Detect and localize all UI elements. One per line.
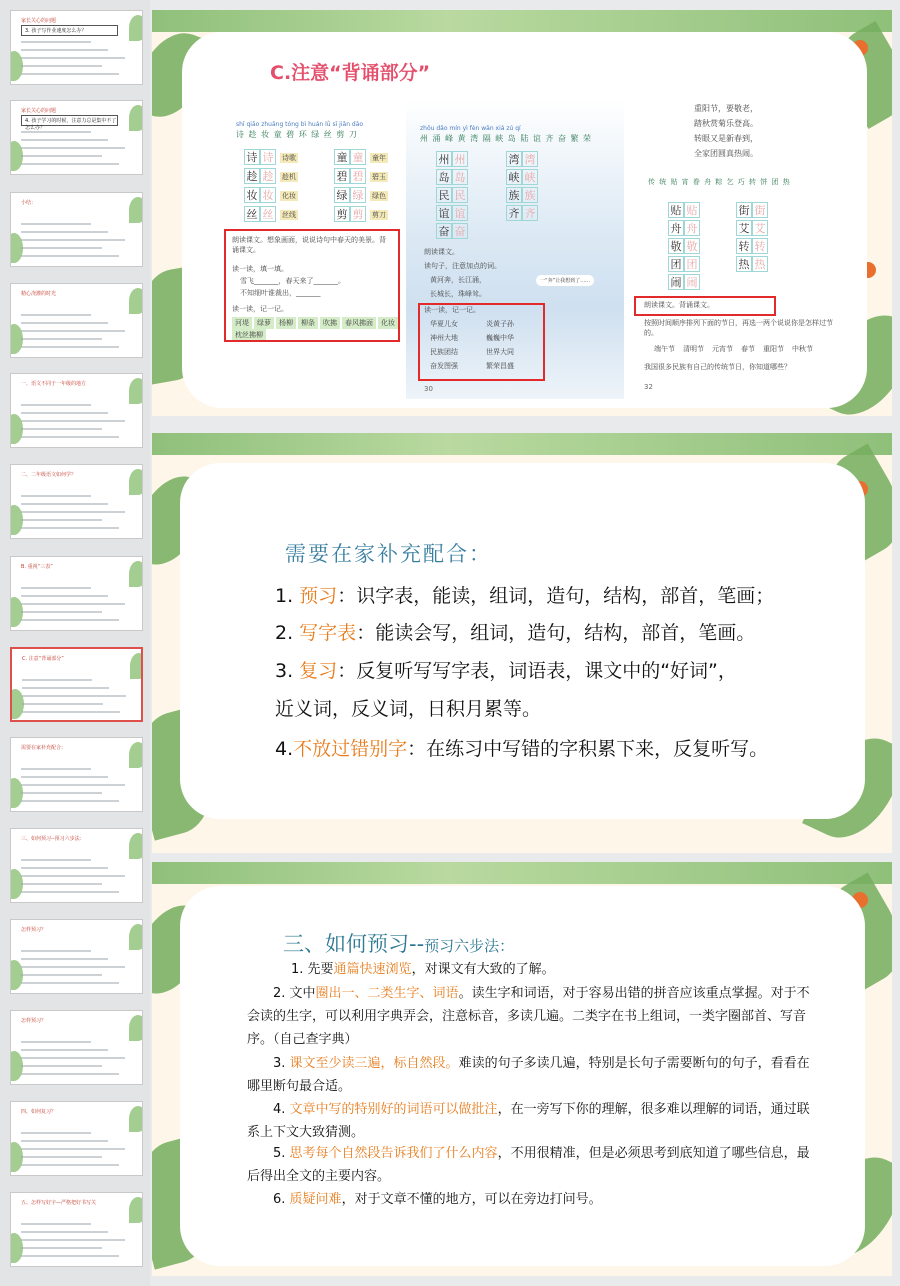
- thumbnail-text-line: [21, 1057, 125, 1059]
- thumbnail-text-line: [21, 139, 108, 141]
- grid-word: 丝线: [282, 211, 296, 219]
- vocab-word: 民族团结: [430, 348, 458, 356]
- list-item: [275, 694, 541, 721]
- slide-top-border: [152, 862, 892, 884]
- grid-character-trace: 团: [684, 256, 700, 272]
- step-text: 4.: [273, 1102, 290, 1117]
- thumbnail-text-line: [21, 974, 102, 976]
- character-row: 诗 趁 妆 童 碧 环 绿 丝 剪 刀: [236, 130, 358, 139]
- textbook-page-3: [624, 99, 852, 399]
- step-paragraph: [247, 1142, 817, 1188]
- thumbnail-text-line: [21, 255, 119, 257]
- item-number: 2.: [275, 622, 300, 644]
- exercise-question: 读一读，记一记。: [232, 305, 288, 313]
- slide-thumbnail[interactable]: [10, 373, 143, 448]
- thumbnail-text-line: [21, 131, 91, 133]
- item-keyword: 不放过错别字: [293, 738, 408, 760]
- thumbnail-text-line: [21, 891, 119, 893]
- step-highlight: 通篇快速浏览: [333, 962, 412, 977]
- step-text: 。读生字和词语，对于容易出错的拼音应该重点掌握。对于不会读的生字，可以利用字典弄会，注意标音，多读几遍。二类字在书上组词，一类字圈部首、写音序。（自己查字典）: [247, 986, 810, 1047]
- festival-name: 清明节: [683, 345, 704, 353]
- grid-character-trace: 碧: [350, 168, 366, 184]
- poem-line: 踏秋赏菊乐登高。: [694, 119, 758, 128]
- thumbnail-text-line: [21, 495, 91, 497]
- thumbnail-text-line: [21, 1041, 91, 1043]
- thumbnail-text-line: [21, 41, 91, 43]
- exercise-question: 读一读，填一填。: [232, 265, 288, 273]
- step-highlight: 思考每个自然段告诉我们了什么内容: [289, 1146, 498, 1161]
- leaf-decoration: [129, 469, 143, 495]
- grid-character-trace: 州: [452, 151, 468, 167]
- thumbnail-title: 二、二年级语文如何学？: [21, 472, 77, 478]
- thumbnail-text-line: [21, 1065, 102, 1067]
- vocab-word: 华夏儿女: [430, 320, 458, 328]
- exercise-line: 雪飞_______，春天来了_______。: [240, 277, 345, 285]
- thumbnail-text-line: [21, 958, 108, 960]
- thumbnail-title: 精心浇灌的时光: [21, 291, 57, 297]
- grid-word: 化妆: [282, 192, 296, 200]
- leaf-decoration: [129, 15, 143, 41]
- vocab-word: 繁荣昌盛: [486, 362, 514, 370]
- leaf-decoration: [129, 833, 143, 859]
- grid-character: 奋: [436, 223, 452, 239]
- highlight-box: [224, 229, 400, 342]
- exercise-question: 我国很多民族有自己的传统节日，你知道哪些？: [644, 363, 791, 371]
- leaf-decoration: [129, 924, 143, 950]
- grid-character: 转: [736, 238, 752, 254]
- item-keyword: 写字表: [299, 622, 357, 644]
- thumbnail-title: 小结：: [21, 200, 37, 206]
- slide-title: C.注意“背诵部分”: [270, 62, 431, 84]
- thumbnail-text-line: [21, 784, 125, 786]
- thumbnail-text-line: [21, 792, 102, 794]
- thumbnail-text-line: [21, 65, 102, 67]
- grid-character-trace: 奋: [452, 223, 468, 239]
- thumbnail-title: B. 重视“三表”: [21, 564, 53, 570]
- slide-top-border: [152, 433, 892, 455]
- character-row: 传 统 贴 宵 眷 舟 粽 乞 巧 转 饼 团 热: [648, 178, 791, 186]
- grid-character: 湾: [506, 151, 522, 167]
- leaf-decoration: [129, 1197, 143, 1223]
- leaf-decoration: [129, 561, 143, 587]
- thumbnail-text-line: [21, 1073, 119, 1075]
- thumbnail-text-line: [22, 687, 109, 689]
- step-paragraph: [247, 958, 817, 981]
- grid-character-trace: 艾: [752, 220, 768, 236]
- grid-character: 丝: [244, 206, 260, 222]
- grid-character: 舟: [668, 220, 684, 236]
- grid-character-trace: 族: [522, 187, 538, 203]
- grid-character: 团: [668, 256, 684, 272]
- step-text: ，对课文有大致的了解。: [411, 962, 555, 977]
- grid-character: 街: [736, 202, 752, 218]
- exercise-line: 不知细叶谁裁出，_______: [240, 289, 321, 297]
- thumbnail-text-line: [21, 776, 108, 778]
- leaf-decoration: [129, 1106, 143, 1132]
- thumbnail-question-text: 3. 孩子写作业速度怎么办？: [25, 28, 87, 34]
- item-keyword: 复习: [299, 660, 338, 682]
- word-tag: 化妆: [378, 317, 398, 329]
- thumbnail-title: 怎样预习？: [21, 927, 47, 933]
- vocab-word: 神州大地: [430, 334, 458, 342]
- thumbnail-text-line: [21, 1164, 119, 1166]
- exercise-question: 朗读课文。想象画面，说说诗句中春天的美景。背诵课文。: [232, 236, 386, 254]
- grid-character-trace: 湾: [522, 151, 538, 167]
- item-text: ：能读会写，组词，造句，结构，部首，笔画。: [356, 622, 756, 644]
- slide-thumbnail[interactable]: [10, 1010, 143, 1085]
- thumbnail-text-line: [21, 1247, 102, 1249]
- grid-character: 诗: [244, 149, 260, 165]
- grid-character: 闹: [668, 274, 684, 290]
- word-tag: 吹拂: [320, 317, 340, 329]
- thumbnail-text-line: [21, 49, 108, 51]
- grid-character: 谊: [436, 205, 452, 221]
- grid-character-trace: 妆: [260, 187, 276, 203]
- item-text: ：识字表，能读，组词，造句，结构，部首，笔画；: [337, 585, 775, 607]
- heading-main: 三、如何预习--: [283, 932, 425, 956]
- grid-word: 童年: [372, 154, 386, 162]
- step-text: 3.: [273, 1056, 290, 1071]
- festival-list: [654, 344, 821, 354]
- grid-character-trace: 民: [452, 187, 468, 203]
- festival-name: 元宵节: [712, 345, 733, 353]
- grid-character: 剪: [334, 206, 350, 222]
- grid-character-trace: 趁: [260, 168, 276, 184]
- pinyin-row: shī qiāo zhuāng tóng bì huán lǜ sī jiǎn dāo: [236, 121, 364, 128]
- grid-word: 绿色: [372, 192, 386, 200]
- step-paragraph: [247, 1188, 817, 1211]
- exercise-line: 黄河奔，长江涌，: [430, 276, 486, 284]
- grid-character: 峡: [506, 169, 522, 185]
- vocab-word: 世界大同: [486, 348, 514, 356]
- slide-thumbnail[interactable]: [10, 283, 143, 358]
- grid-character: 绿: [334, 187, 350, 203]
- leaf-decoration: [129, 105, 143, 131]
- grid-character: 妆: [244, 187, 260, 203]
- thumbnail-text-line: [21, 412, 108, 414]
- list-item: [275, 618, 755, 645]
- word-tag: 杨柳: [276, 317, 296, 329]
- slide-thumbnail-rail: [0, 0, 150, 1286]
- grid-character-trace: 转: [752, 238, 768, 254]
- step-highlight: 文章中写的特别好的词语可以做批注: [289, 1102, 498, 1117]
- slide-thumbnail[interactable]: [10, 464, 143, 539]
- word-tag: 春风拂面: [342, 317, 376, 329]
- thumbnail-title: 一、语文不同于一年级的地方: [21, 381, 87, 387]
- item-text: ：在练习中写错的字积累下来，反复听写。: [407, 738, 769, 760]
- thumbnail-text-line: [21, 223, 91, 225]
- grid-character-trace: 舟: [684, 220, 700, 236]
- thumbnail-question-box: [21, 25, 118, 36]
- thumbnail-title: 怎样预习？: [21, 1018, 47, 1024]
- grid-character-trace: 敬: [684, 238, 700, 254]
- slide-thumbnail[interactable]: [10, 647, 143, 722]
- thumbnail-title: 五、怎样写好字—严格把好书写关: [21, 1200, 97, 1206]
- list-item: [275, 656, 737, 683]
- thumbnail-title: 四、如何复习？: [21, 1109, 57, 1115]
- thumbnail-text-line: [21, 1223, 91, 1225]
- heading-sub: 预习六步法：: [424, 937, 515, 955]
- thumbnail-title: 家长关心的问题: [21, 108, 57, 114]
- grid-character-trace: 街: [752, 202, 768, 218]
- slide-thumbnail[interactable]: [10, 737, 143, 812]
- slide-thumbnail[interactable]: [10, 1101, 143, 1176]
- thumbnail-text-line: [21, 1148, 125, 1150]
- festival-name: 中秋节: [792, 345, 813, 353]
- step-paragraph: [247, 1098, 817, 1144]
- thumbnail-text-line: [21, 603, 125, 605]
- thumbnail-text-line: [21, 595, 108, 597]
- grid-character: 碧: [334, 168, 350, 184]
- thumbnail-text-line: [21, 1140, 108, 1142]
- thumbnail-text-line: [21, 800, 119, 802]
- grid-character: 贴: [668, 202, 684, 218]
- thumbnail-text-line: [21, 231, 108, 233]
- thumbnail-text-line: [21, 247, 102, 249]
- thumbnail-text-line: [21, 1231, 108, 1233]
- thumbnail-text-line: [21, 950, 91, 952]
- thumbnail-text-line: [21, 982, 119, 984]
- grid-character-trace: 丝: [260, 206, 276, 222]
- step-text: ，在一旁写下你的理解，很多难以理解的词语，通过联系上下文大致猜测。: [247, 1102, 810, 1140]
- leaf-decoration: [129, 742, 143, 768]
- thumbnail-text-line: [22, 695, 126, 697]
- thumbnail-text-line: [21, 346, 119, 348]
- thumbnail-title: 家长关心的问题: [21, 18, 57, 24]
- thumbnail-text-line: [21, 587, 91, 589]
- thumbnail-text-line: [21, 619, 119, 621]
- exercise-question: 读一读，记一记。: [424, 306, 480, 314]
- thumbnail-text-line: [21, 511, 125, 513]
- thumbnail-text-line: [21, 883, 102, 885]
- thumbnail-text-line: [21, 867, 108, 869]
- festival-name: 重阳节: [763, 345, 784, 353]
- grid-word: 诗歌: [282, 154, 296, 162]
- step-text: ，不用很精准，但是必须思考到底知道了哪些信息，最后得出全文的主要内容。: [247, 1146, 810, 1184]
- step-text: 1. 先要: [291, 962, 334, 977]
- slide-heading: 需要在家补充配合：: [285, 542, 492, 566]
- thumbnail-text-line: [21, 239, 125, 241]
- item-number: 4.: [275, 738, 294, 760]
- thumbnail-text-line: [21, 57, 125, 59]
- exercise-question: 按照时间顺序排列下面的节日，再选一两个说说你是怎样过节的。: [644, 319, 833, 337]
- page-number: 30: [424, 385, 433, 393]
- slide-thumbnail[interactable]: [10, 1192, 143, 1267]
- item-number: 3.: [275, 660, 300, 682]
- thumbnail-title: C. 注意“背诵部分”: [22, 656, 64, 662]
- step-highlight: 质疑问难: [289, 1192, 342, 1207]
- leaf-decoration: [130, 653, 143, 679]
- slide-thumbnail[interactable]: [10, 919, 143, 994]
- leaf-decoration: [129, 288, 143, 314]
- thumbnail-title: 需要在家补充配合：: [21, 745, 67, 751]
- step-highlight: 圈出一、二类生字、词语: [315, 986, 459, 1001]
- exercise-line: 长城长，珠峰耸。: [430, 290, 486, 298]
- word-tag: 河堤: [232, 317, 252, 329]
- grid-character-trace: 齐: [522, 205, 538, 221]
- character-row: 州 涌 峰 黄 湾 隔 峡 岛 陆 谊 齐 奋 繁 荣: [420, 134, 593, 143]
- slide-thumbnail[interactable]: [10, 828, 143, 903]
- vocab-word: 巍巍中华: [486, 334, 514, 342]
- step-text: 难读的句子多读几遍，特别是长句子需要断句的句子，看看在哪里断句最合适。: [247, 1056, 810, 1094]
- grid-character-trace: 贴: [684, 202, 700, 218]
- thumbnail-text-line: [21, 314, 91, 316]
- grid-character: 岛: [436, 169, 452, 185]
- grid-character-trace: 童: [350, 149, 366, 165]
- poem-line: 重阳节，要敬老，: [694, 104, 758, 113]
- festival-name: 端午节: [654, 345, 675, 353]
- thumbnail-text-line: [21, 611, 102, 613]
- grid-character-trace: 热: [752, 256, 768, 272]
- grid-character-trace: 谊: [452, 205, 468, 221]
- page-number: 32: [644, 383, 653, 391]
- thumbnail-text-line: [21, 147, 125, 149]
- slide-card: [180, 463, 865, 819]
- grid-character: 热: [736, 256, 752, 272]
- list-item: [275, 581, 774, 608]
- grid-word: 剪刀: [372, 211, 386, 219]
- slide-thumbnail[interactable]: [10, 100, 143, 175]
- item-text: ：反复听写写字表，词语表，课文中的“好词”，: [337, 660, 737, 682]
- grid-character-trace: 绿: [350, 187, 366, 203]
- list-item: [275, 734, 768, 761]
- thumbnail-text-line: [21, 875, 125, 877]
- grid-character-trace: 诗: [260, 149, 276, 165]
- word-tag: 绿萝: [254, 317, 274, 329]
- pinyin-row: zhōu dǎo mín yì fèn wān xiá zú qí: [420, 125, 521, 132]
- step-paragraph: [247, 982, 817, 1051]
- thumbnail-text-line: [22, 711, 120, 713]
- thumbnail-text-line: [21, 338, 102, 340]
- grid-word: 碧玉: [372, 173, 386, 181]
- thumbnail-text-line: [21, 436, 119, 438]
- grid-character: 童: [334, 149, 350, 165]
- grid-character: 趁: [244, 168, 260, 184]
- poem-line: 转眼又是新春到，: [694, 134, 758, 143]
- step-highlight: 课文至少读三遍，标自然段。: [289, 1056, 459, 1071]
- thumbnail-text-line: [21, 1255, 119, 1257]
- leaf-decoration: [129, 1015, 143, 1041]
- thumbnail-title: 三、如何预习--预习六步法：: [21, 836, 85, 842]
- thumbnail-text-line: [21, 519, 102, 521]
- grid-character-trace: 闹: [684, 274, 700, 290]
- highlight-box: [418, 303, 545, 381]
- thumbnail-text-line: [21, 163, 119, 165]
- step-text: 5.: [273, 1146, 290, 1161]
- thumbnail-question-text: 4. 孩子学习的时候，注意力总是集中不了怎么办？: [25, 118, 117, 131]
- speech-bubble: 一“奔”让我想到了……: [536, 275, 594, 286]
- thumbnail-text-line: [21, 1239, 125, 1241]
- grid-word: 趁机: [282, 173, 296, 181]
- step-text: 6.: [273, 1192, 290, 1207]
- thumbnail-text-line: [21, 1049, 108, 1051]
- leaf-decoration: [129, 197, 143, 223]
- thumbnail-text-line: [21, 420, 125, 422]
- grid-character-trace: 岛: [452, 169, 468, 185]
- highlight-box: [634, 296, 776, 316]
- slide-thumbnail[interactable]: [10, 556, 143, 631]
- thumbnail-question-box: [21, 115, 118, 131]
- slide-heading: [283, 928, 514, 958]
- thumbnail-text-line: [21, 330, 125, 332]
- step-paragraph: [247, 1052, 817, 1098]
- item-keyword: 预习: [299, 585, 338, 607]
- slide-thumbnail[interactable]: [10, 10, 143, 85]
- thumbnail-text-line: [21, 404, 91, 406]
- exercise-line: 读句子，注意加点的词。: [424, 262, 501, 270]
- item-number: 1.: [275, 585, 300, 607]
- thumbnail-text-line: [21, 768, 91, 770]
- step-text: 2. 文中: [273, 986, 316, 1001]
- thumbnail-text-line: [21, 1156, 102, 1158]
- thumbnail-text-line: [21, 428, 102, 430]
- step-text: ，对于文章不懂的地方，可以在旁边打问号。: [341, 1192, 602, 1207]
- leaf-decoration: [129, 378, 143, 404]
- word-tag: 枕丝拂柳: [232, 329, 266, 341]
- thumbnail-text-line: [21, 1132, 91, 1134]
- grid-character: 民: [436, 187, 452, 203]
- grid-character: 族: [506, 187, 522, 203]
- grid-character: 州: [436, 151, 452, 167]
- slide-thumbnail[interactable]: [10, 192, 143, 267]
- grid-character: 敬: [668, 238, 684, 254]
- thumbnail-text-line: [21, 527, 119, 529]
- word-tag: 柳条: [298, 317, 318, 329]
- slide-top-border: [152, 10, 892, 32]
- grid-character-trace: 剪: [350, 206, 366, 222]
- thumbnail-text-line: [21, 966, 125, 968]
- thumbnail-text-line: [21, 155, 102, 157]
- grid-character: 齐: [506, 205, 522, 221]
- thumbnail-text-line: [21, 322, 108, 324]
- thumbnail-text-line: [21, 73, 119, 75]
- grid-character-trace: 峡: [522, 169, 538, 185]
- festival-name: 春节: [741, 345, 755, 353]
- vocab-word: 奋发图强: [430, 362, 458, 370]
- vocab-word: 炎黄子孙: [486, 320, 514, 328]
- grid-character: 艾: [736, 220, 752, 236]
- thumbnail-text-line: [22, 703, 103, 705]
- slide-preview-method: [152, 862, 892, 1276]
- slide-home-cooperation: [152, 433, 892, 853]
- exercise-line: 朗读课文。: [424, 248, 459, 256]
- thumbnail-text-line: [21, 859, 91, 861]
- poem-line: 全家团圆真热闹。: [694, 149, 758, 158]
- exercise-question: 朗读课文。背诵课文。: [644, 301, 714, 309]
- thumbnail-text-line: [21, 503, 108, 505]
- thumbnail-text-line: [22, 679, 92, 681]
- item-text: 近义词，反义词，日积月累等。: [275, 698, 542, 720]
